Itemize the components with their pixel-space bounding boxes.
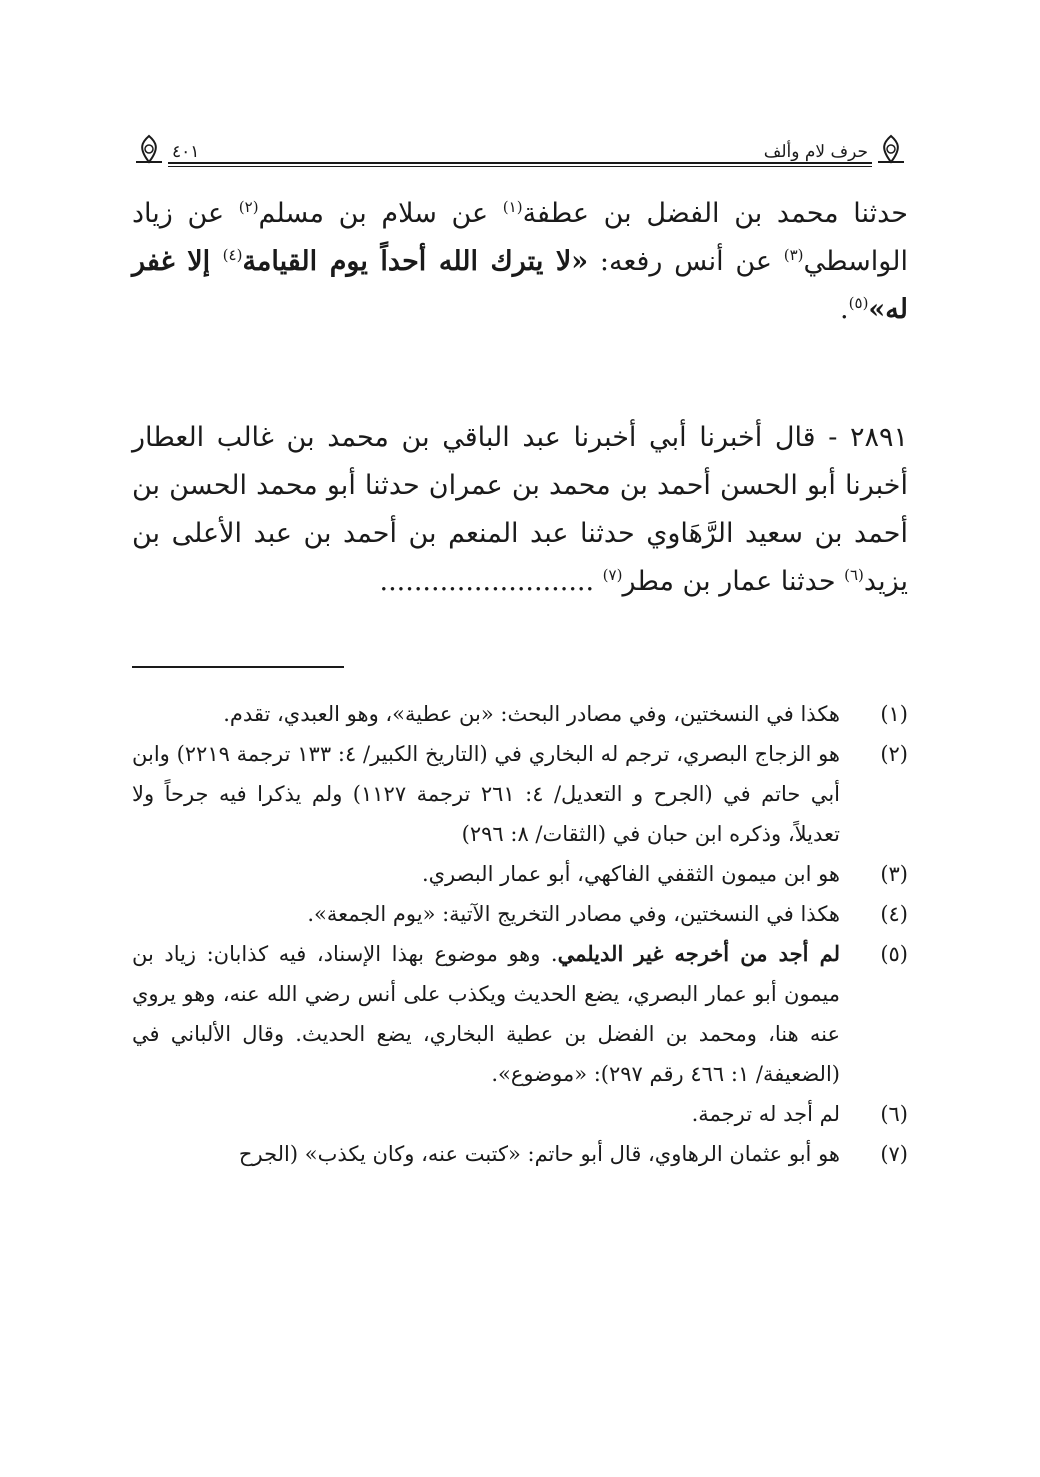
footnote-ref[interactable]: (٦)	[844, 566, 864, 584]
footnote-text: هكذا في النسختين، وفي مصادر البحث: «بن عطية»، وهو العبدي، تقدم.	[223, 702, 840, 726]
footnotes	[132, 694, 908, 1174]
footnote	[132, 734, 908, 854]
hadith-matn: إلا غفر له»	[132, 246, 908, 325]
running-title: حرف لام وألف	[763, 142, 868, 162]
isnad-text: ٢٨٩١ - قال أخبرنا أبي أخبرنا عبد الباقي بن محمد بن غالب العطار أخبرنا أبو الحسن أحمد بن محمد بن عمران حدثنا أبو محمد الحسن بن أحمد بن سعيد الرَّهَاوي حدثنا عبد المنعم بن أحمد بن عبد الأعلى بن يزيد	[132, 422, 908, 597]
footnote-ref[interactable]: (١)	[502, 198, 523, 216]
footnote-text: هكذا في النسختين، وفي مصادر التخريج الآتية: «يوم الجمعة».	[307, 902, 840, 926]
footnote-separator	[132, 666, 344, 668]
footnote-ref[interactable]: (٤)	[222, 246, 243, 264]
footnote	[132, 694, 908, 734]
footnote-label: (١)	[880, 702, 908, 726]
footnote	[132, 854, 908, 894]
footnote-ref[interactable]: (٢)	[238, 198, 259, 216]
page-header	[132, 128, 908, 168]
hadith-matn: «لا يترك الله أحداً يوم القيامة	[242, 246, 589, 277]
isnad-text: عن سلام بن مسلم	[258, 198, 503, 229]
footnote-label: (٢)	[880, 742, 908, 766]
footnote	[132, 1094, 908, 1134]
footnote	[132, 894, 908, 934]
footnote-label: (٦)	[880, 1102, 908, 1126]
isnad-text: حدثنا محمد بن الفضل بن عطفة	[522, 198, 908, 229]
footnote-label: (٧)	[880, 1142, 908, 1166]
footnote-text: لم أجد له ترجمة.	[691, 1102, 840, 1126]
ornament-icon	[132, 132, 166, 166]
footnote-label: (٥)	[880, 942, 908, 966]
header-rule	[168, 162, 872, 168]
footnote-text	[132, 934, 856, 1094]
footnote-text: هو الزجاج البصري، ترجم له البخاري في (التاريخ الكبير/ ٤: ١٣٣ ترجمة ٢٢١٩) وابن أبي حاتم في (الجرح و التعديل/ ٤: ٢٦١ ترجمة ١١٢٧) ولم يذكرا فيه جرحاً ولا تعديلاً، وذكره ابن حبان في (الثقات/ ٨: ٢٩٦)	[132, 742, 840, 846]
isnad-text: .	[840, 294, 849, 325]
footnote-ref[interactable]: (٧)	[602, 566, 623, 584]
footnote-label: (٤)	[880, 902, 908, 926]
footnote-ref[interactable]: (٣)	[783, 246, 804, 264]
isnad-text: عن أنس رفعه:	[588, 246, 784, 277]
footnote-bold-text: لم أجد من أخرجه غير الديلمي	[557, 941, 840, 966]
continuation-dots: .........................	[379, 566, 603, 597]
footnote-label: (٣)	[880, 862, 908, 886]
footnote-ref[interactable]: (٥)	[848, 294, 869, 312]
page-number: ٤٠١	[172, 142, 200, 162]
footnote	[132, 934, 908, 1094]
ornament-icon	[874, 132, 908, 166]
footnote-text-rest: . وهو موضوع بهذا الإسناد، فيه كذابان: زياد بن ميمون أبو عمار البصري، يضع الحديث ويكذب على أنس رضي الله عنه، وهو يروي عنه هنا، ومحمد بن الفضل بن عطية البخاري، يضع الحديث. وقال الألباني في (الضعيفة/ ١: ٤٦٦ رقم ٢٩٧): «موضوع».	[132, 942, 840, 1086]
hadith-entry-continuation	[132, 190, 908, 334]
footnote-text: هو ابن ميمون الثقفي الفاكهي، أبو عمار البصري.	[421, 862, 840, 886]
hadith-entry-2891	[132, 414, 908, 606]
isnad-text: عن زياد الواسطي	[132, 198, 908, 277]
isnad-text: حدثنا عمار بن مطر	[622, 566, 845, 597]
footnote-text: هو أبو عثمان الرهاوي، قال أبو حاتم: «كتبت عنه، وكان يكذب» (الجرح	[238, 1142, 840, 1166]
footnote	[132, 1134, 908, 1174]
